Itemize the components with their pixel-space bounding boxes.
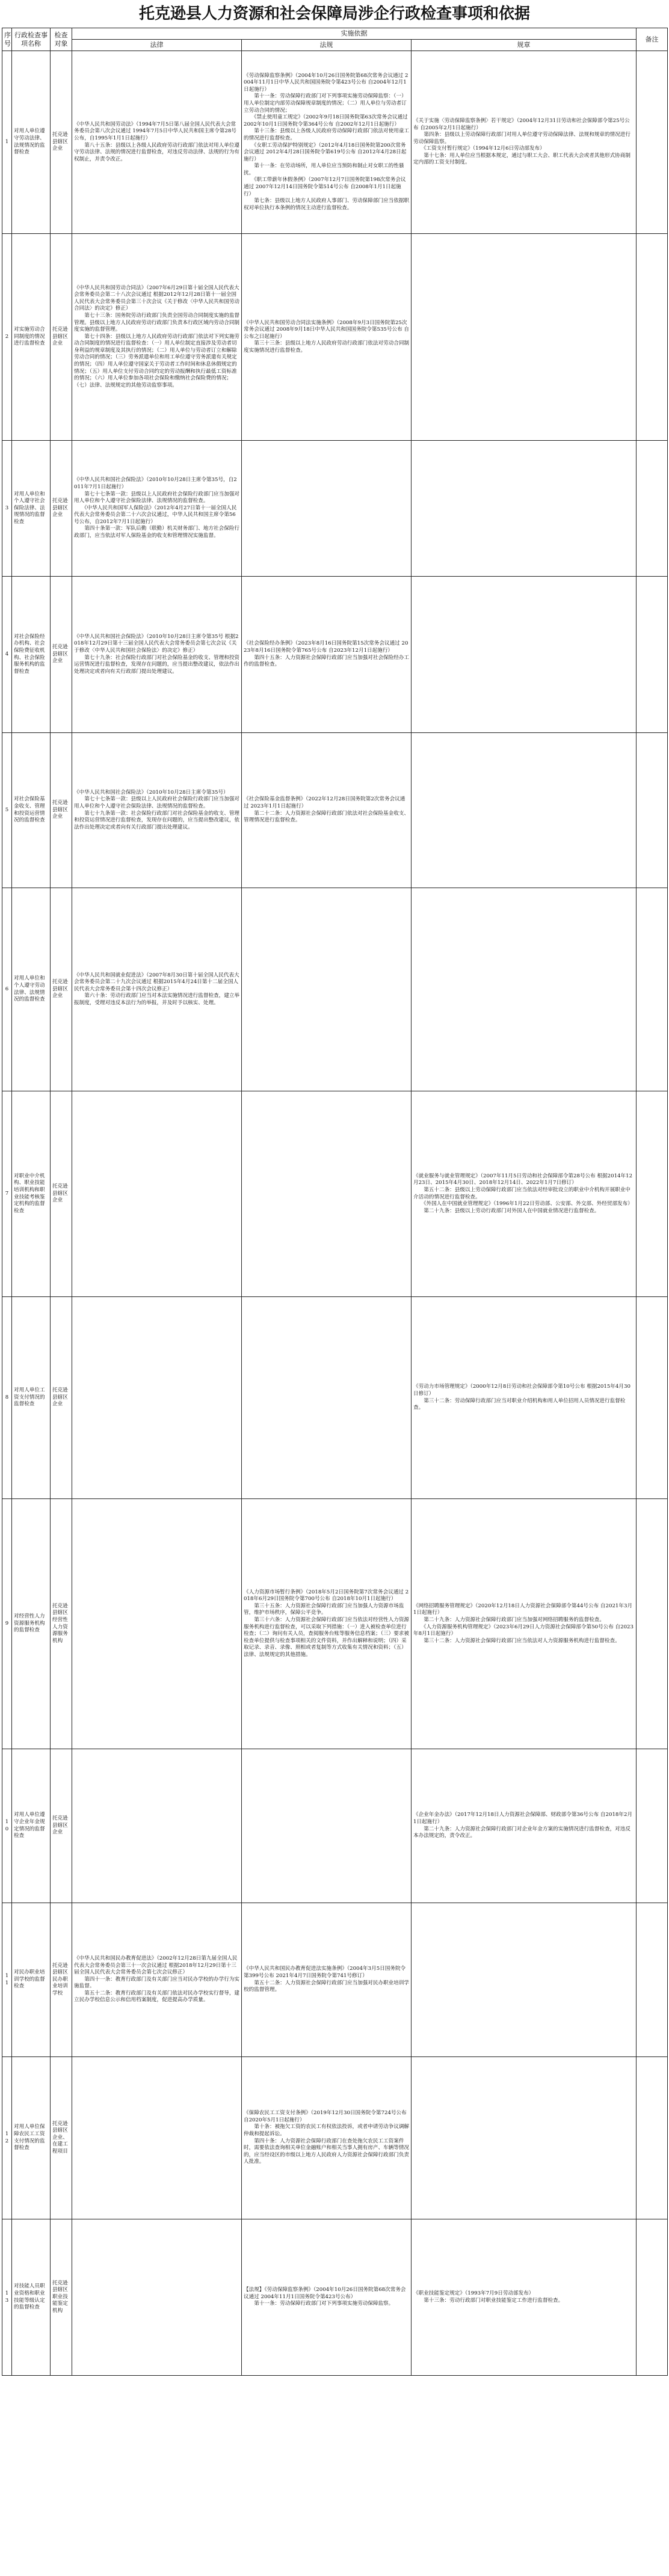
row-remark bbox=[637, 51, 668, 234]
page-title: 托克逊县人力资源和社会保障局涉企行政检查事项和依据 bbox=[138, 5, 530, 23]
row-item: 对用人单位工资支付情况的监督检查 bbox=[12, 1297, 51, 1499]
row-target: 托克逊县辖区经营性人力资源服务机构 bbox=[51, 1499, 72, 1749]
header-item: 行政检查事项名称 bbox=[12, 28, 51, 51]
row-law bbox=[72, 2057, 242, 2219]
table-row bbox=[2, 2219, 668, 2376]
row-rule bbox=[412, 888, 637, 1091]
row-seq: 4 bbox=[2, 577, 12, 733]
row-seq: 12 bbox=[2, 2057, 12, 2219]
row-rule: 《职业技能鉴定规定》（1993年7月9日劳动部发布） 第十三条：劳动行政部门对职业技能鉴定工作进行监督检查。 bbox=[412, 2219, 637, 2376]
row-regulation: 《社会保险基金监督条例》（2022年12月28日国务院第2次常务会议通过 2023年1月1日起施行） 第二十二条：人力资源社会保障行政部门依法对社会保险基金收支、管理情况进行监督检查。 bbox=[242, 733, 412, 888]
row-item: 对社会保险基金收支、管理和投资运营情况的监督检查 bbox=[12, 733, 51, 888]
header-target: 检查对象 bbox=[51, 28, 72, 51]
row-target: 托克逊县辖区企业 bbox=[51, 1091, 72, 1297]
row-seq: 2 bbox=[2, 234, 12, 441]
header-rule: 规章 bbox=[412, 40, 637, 51]
row-rule bbox=[412, 2057, 637, 2219]
row-law bbox=[72, 1091, 242, 1297]
table-row bbox=[2, 51, 668, 234]
row-law bbox=[72, 1499, 242, 1749]
row-seq: 10 bbox=[2, 1749, 12, 1903]
row-rule bbox=[412, 441, 637, 577]
table-row bbox=[2, 888, 668, 1091]
row-regulation: 《劳动保障监察条例》（2004年10月26日国务院第68次常务会议通过 2004年11月1日中华人民共和国国务院令第423号公布 自2004年12月1日起施行） 第十一条：劳动保障行政部门对下列事项实施劳动保障监察：（一）用人单位制定内部劳动保障规章制度的情况；（二）用人单位与劳动者订立劳动合同的情况； 《禁止使用童工规定》（2002年9月18日国务院第63次常务会议通过 2002年10月1日国务院令第364号公布 自2002年12月1日起施行） 第十三条：县级以上各级人民政府劳动保障行政部门依法对使用童工的情况进行监督检查。 《女职工劳动保护特别规定》（2012年4月18日国务院第200次常务会议通过 2012年4月28日国务院令第619号公布 自2012年4月28日起施行） 第十一条：在劳动场所，用人单位应当预防和制止对女职工的性骚扰。 《职工带薪年休假条例》（2007年12月7日国务院第198次常务会议通过 2007年12月14日国务院令第514号公布 自2008年1月1日起施行） 第七条：县级以上地方人民政府人事部门、劳动保障部门应当依据职权对单位执行本条例的情况主动进行监督检查。 bbox=[242, 51, 412, 234]
row-target: 托克逊县辖区民办职业培训学校 bbox=[51, 1903, 72, 2057]
row-seq: 11 bbox=[2, 1903, 12, 2057]
row-rule bbox=[412, 234, 637, 441]
row-law: 《中华人民共和国社会保险法》（2010年10月28日主席令第35号，自2011年7月1日起施行） 第七十七条第一款：县级以上人民政府社会保险行政部门应当加强对用人单位和个人遵守社会保险法律、法规情况的监督检查。 《中华人民共和国军人保险法》（2012年4月27日第十一届全国人民代表大会常务委员会第二十六次会议通过，中华人民共和国主席令第56号公布，自2012年7月1日起施行） 第四十条第一款：军队后勤（联勤）机关财务部门、地方社会保险行政部门，应当依法对军人保险基金的收支和管理情况实施监督。 bbox=[72, 441, 242, 577]
row-item: 对社会保险经办机构、社会保险费征收机构、社会保险服务机构的监督检查 bbox=[12, 577, 51, 733]
row-rule: 《就业服务与就业管理规定》（2007年11月5日劳动和社会保障部令第28号公布 根据2014年12月23日、2015年4月30日、2018年12月14日、2022年1月7日修订） 第五十二条：县级以上劳动保障行政部门应当依法对经审批设立的职业中介机构开展职业中介活动的情况进行监督检查。 《外国人在中国就业管理规定》（1996年1月22日劳动部、公安部、外交部、外经贸部发布） 第二十九条：县级以上劳动行政部门对外国人在中国就业情况进行监督检查。 bbox=[412, 1091, 637, 1297]
row-regulation bbox=[242, 441, 412, 577]
row-regulation: 《人力资源市场暂行条例》（2018年5月2日国务院第7次常务会议通过 2018年6月29日国务院令第700号公布 自2018年10月1日起施行） 第三十五条：人力资源社会保障行政部门应当加强人力资源市场监管，维护市场秩序，保障公平竞争。 第三十六条：人力资源社会保障行政部门应当依法对经营性人力资源服务机构进行监督检查，可以采取下列措施：（一）进入被检查单位进行检查；（二）询问有关人员，查阅服务台账等服务信息档案；（三）要求被检查单位提供与检查事项相关的文件资料，并作出解释和说明；（四）采取记录、录音、录像、照相或者复制等方式收集有关情况和资料；（五）法律、法规规定的其他措施。 bbox=[242, 1499, 412, 1749]
row-law: 《中华人民共和国劳动合同法》（2007年6月29日第十届全国人民代表大会常务委员会第二十八次会议通过 根据2012年12月28日第十一届全国人民代表大会常务委员会第三十次会议《关于修改〈中华人民共和国劳动合同法〉的决定》修正） 第七十三条：国务院劳动行政部门负责全国劳动合同制度实施的监督管理。县级以上地方人民政府劳动行政部门负责本行政区域内劳动合同制度实施的监督管理。 第七十四条：县级以上地方人民政府劳动行政部门依法对下列实施劳动合同制度的情况进行监督检查：（一）用人单位制定直接涉及劳动者切身利益的规章制度及其执行的情况；（二）用人单位与劳动者订立和解除劳动合同的情况；（三）劳务派遣单位和用工单位遵守劳务派遣有关规定的情况；（四）用人单位遵守国家关于劳动者工作时间和休息休假规定的情况；（五）用人单位支付劳动合同约定的劳动报酬和执行最低工资标准的情况；（六）用人单位参加各项社会保险和缴纳社会保险费的情况；（七）法律、法规规定的其他劳动监察事项。 bbox=[72, 234, 242, 441]
row-remark bbox=[637, 234, 668, 441]
row-regulation bbox=[242, 888, 412, 1091]
row-target: 托克逊县辖区企业 bbox=[51, 733, 72, 888]
row-item: 对用人单位和个人遵守劳动法律、法规情况的监督检查 bbox=[12, 888, 51, 1091]
header-row-sub bbox=[2, 40, 668, 51]
row-item: 对用人单位和个人遵守社会保险法律、法规情况的监督检查 bbox=[12, 441, 51, 577]
table-row bbox=[2, 1903, 668, 2057]
row-remark bbox=[637, 888, 668, 1091]
row-item: 对民办职业培训学校的监督检查 bbox=[12, 1903, 51, 2057]
row-seq: 9 bbox=[2, 1499, 12, 1749]
row-regulation bbox=[242, 1297, 412, 1499]
row-target: 托克逊县辖区企业 bbox=[51, 888, 72, 1091]
row-law: 《中华人民共和国民办教育促进法》（2002年12月28日第九届全国人民代表大会常务委员会第三十一次会议通过 根据2018年12月29日第十三届全国人民代表大会常务委员会第七次会议修正） 第四十一条：教育行政部门及有关部门应当对民办学校的办学行为实施监督。 第五十二条：教育行政部门及有关部门依法对民办学校实行督导，建立民办学校信息公示和信用档案制度，促进提高办学质量。 bbox=[72, 1903, 242, 2057]
table-row bbox=[2, 733, 668, 888]
row-rule: 《企业年金办法》（2017年12月18日人力资源社会保障部、财政部令第36号公布 自2018年2月1日起施行） 第二十九条：人力资源社会保障行政部门对企业年金方案的实施情况进行监督检查，对违反本办法规定的，责令改正。 bbox=[412, 1749, 637, 1903]
row-rule: 《关于实施〈劳动保障监察条例〉若干规定》（2004年12月31日劳动和社会保障部令第25号公布 自2005年2月1日起施行） 第四条：县级以上劳动保障行政部门对用人单位遵守劳动保障法律、法规和规章的情况进行劳动保障监察。 《工资支付暂行规定》（1994年12月6日劳动部发布） 第十七条：用人单位应当根据本规定，通过与职工大会、职工代表大会或者其他形式协商制定内部的工资支付制度。 bbox=[412, 51, 637, 234]
row-seq: 1 bbox=[2, 51, 12, 234]
row-target: 托克逊县辖区企业 bbox=[51, 577, 72, 733]
row-law: 《中华人民共和国就业促进法》（2007年8月30日第十届全国人民代表大会常务委员会第二十九次会议通过 根据2015年4月24日第十二届全国人民代表大会常务委员会第十四次会议修正） 第六十条：劳动行政部门应当对本法实施情况进行监督检查，建立举报制度，受理对违反本法行为的举报，并及时予以核实、处理。 bbox=[72, 888, 242, 1091]
row-seq: 8 bbox=[2, 1297, 12, 1499]
row-seq: 6 bbox=[2, 888, 12, 1091]
row-target: 托克逊县辖区职业技能鉴定机构 bbox=[51, 2219, 72, 2376]
row-law: 《中华人民共和国社会保险法》（2010年10月28日主席令第35号） 第七十七条第一款：县级以上人民政府社会保险行政部门应当加强对用人单位和个人遵守社会保险法律、法规情况的监督检查。 第七十九条第一款：社会保险行政部门对社会保险基金的收支、管理和投资运营情况进行监督检查，发现存在问题的，应当提出整改建议，依法作出处理决定或者向有关行政部门提出处理建议。 bbox=[72, 733, 242, 888]
table-row bbox=[2, 1749, 668, 1903]
row-law bbox=[72, 1749, 242, 1903]
row-target: 托克逊县辖区企业 bbox=[51, 1749, 72, 1903]
row-target: 托克逊县辖区企业 bbox=[51, 1297, 72, 1499]
row-regulation: 《社会保险经办条例》（2023年8月16日国务院第15次常务会议通过 2023年8月16日国务院令第765号公布 自2023年12月1日起施行） 第四十五条：人力资源社会保障行政部门应当加强对社会保险经办工作的监督检查。 bbox=[242, 577, 412, 733]
table-row bbox=[2, 577, 668, 733]
row-remark bbox=[637, 577, 668, 733]
table-row bbox=[2, 2057, 668, 2219]
row-item: 对实施劳动合同制度的情况进行监督检查 bbox=[12, 234, 51, 441]
row-item: 对用人单位遵守劳动法律、法规情况的监督检查 bbox=[12, 51, 51, 234]
row-rule: 《网络招聘服务管理规定》（2020年12月18日人力资源社会保障部令第44号公布 自2021年3月1日起施行） 第二十九条：人力资源社会保障行政部门应当加强对网络招聘服务的监督检查。 《人力资源服务机构管理规定》（2023年6月29日人力资源社会保障部令第50号公布 自2023年8月1日起施行） 第三十二条：人力资源社会保障行政部门应当依法对人力资源服务机构进行监督检查。 bbox=[412, 1499, 637, 1749]
table-row bbox=[2, 1297, 668, 1499]
row-seq: 7 bbox=[2, 1091, 12, 1297]
row-seq: 13 bbox=[2, 2219, 12, 2376]
row-remark bbox=[637, 1499, 668, 1749]
header-remark: 备注 bbox=[637, 28, 668, 51]
header-basis: 实施依据 bbox=[72, 28, 637, 40]
row-remark bbox=[637, 2057, 668, 2219]
row-regulation: 《中华人民共和国民办教育促进法实施条例》（2004年3月5日国务院令第399号公布 2021年4月7日国务院令第741号修订） 第五十二条：人力资源社会保障行政部门应当加强对民办职业培训学校的监督管理。 bbox=[242, 1903, 412, 2057]
row-target: 托克逊县辖区企业 bbox=[51, 234, 72, 441]
table-row bbox=[2, 1499, 668, 1749]
row-remark bbox=[637, 1091, 668, 1297]
row-remark bbox=[637, 1903, 668, 2057]
row-regulation bbox=[242, 1749, 412, 1903]
row-item: 对用人单位遵守企业年金规定情况的监督检查 bbox=[12, 1749, 51, 1903]
table-row bbox=[2, 441, 668, 577]
row-target: 托克逊县辖区企业 bbox=[51, 51, 72, 234]
row-regulation bbox=[242, 1091, 412, 1297]
row-regulation: 《保障农民工工资支付条例》（2019年12月30日国务院令第724号公布 自2020年5月1日起施行） 第十条：被拖欠工资的农民工有权依法投诉，或者申请劳动争议调解仲裁和提起诉讼。 第四十条：人力资源社会保障行政部门在查处拖欠农民工工资案件时，需要依法查询相关单位金融账户和相关当事人拥有房产、车辆等情况的，应当经设区的市级以上地方人民政府人力资源社会保障行政部门负责人批准。 bbox=[242, 2057, 412, 2219]
row-remark bbox=[637, 733, 668, 888]
row-rule bbox=[412, 733, 637, 888]
row-regulation: 【法规】《劳动保障监察条例》（2004年10月26日国务院第68次常务会议通过 2004年11月1日国务院令第423号公布） 第十一条：劳动保障行政部门对下列事项实施劳动保障监察。 bbox=[242, 2219, 412, 2376]
row-remark bbox=[637, 441, 668, 577]
inspection-table bbox=[2, 28, 668, 2376]
row-seq: 5 bbox=[2, 733, 12, 888]
header-law: 法律 bbox=[72, 40, 242, 51]
row-item: 对用人单位保障农民工工资支付情况的监督检查 bbox=[12, 2057, 51, 2219]
header-row-top bbox=[2, 28, 668, 40]
row-target: 托克逊县辖区企业 bbox=[51, 441, 72, 577]
row-law bbox=[72, 1297, 242, 1499]
row-item: 对职业中介机构、职业技能培训机构和职业技能考核鉴定机构的监督检查 bbox=[12, 1091, 51, 1297]
table-row bbox=[2, 234, 668, 441]
header-seq: 序号 bbox=[2, 28, 12, 51]
row-law bbox=[72, 2219, 242, 2376]
row-item: 对技能人员职业资格和职业技能等级认定的监督检查 bbox=[12, 2219, 51, 2376]
row-item: 对经营性人力资源服务机构的监督检查 bbox=[12, 1499, 51, 1749]
row-rule bbox=[412, 577, 637, 733]
table-row bbox=[2, 1091, 668, 1297]
row-remark bbox=[637, 1297, 668, 1499]
row-rule bbox=[412, 1903, 637, 2057]
header-regulation: 法规 bbox=[242, 40, 412, 51]
row-remark bbox=[637, 2219, 668, 2376]
row-law: 《中华人民共和国劳动法》（1994年7月5日第八届全国人民代表大会常务委员会第八次会议通过 1994年7月5日中华人民共和国主席令第28号公布，自1995年1月1日起施行） 第八十五条：县级以上各级人民政府劳动行政部门依法对用人单位遵守劳动法律、法规的情况进行监督检查，对违反劳动法律、法规的行为有权制止，并责令改正。 bbox=[72, 51, 242, 234]
row-seq: 3 bbox=[2, 441, 12, 577]
row-remark bbox=[637, 1749, 668, 1903]
row-regulation: 《中华人民共和国劳动合同法实施条例》（2008年9月3日国务院第25次常务会议通过 2008年9月18日中华人民共和国国务院令第535号公布 自公布之日起施行） 第三十三条：县级以上地方人民政府劳动行政部门依法对劳动合同制度实施情况进行监督检查。 bbox=[242, 234, 412, 441]
row-law: 《中华人民共和国社会保险法》（2010年10月28日主席令第35号 根据2018年12月29日第十三届全国人民代表大会常务委员会第七次会议《关于修改〈中华人民共和国社会保险法〉的决定》修正） 第七十九条：社会保险行政部门对社会保险基金的收支、管理和投资运营情况进行监督检查，发现存在问题的，应当提出整改建议，依法作出处理决定或者向有关行政部门提出处理建议。 bbox=[72, 577, 242, 733]
row-target: 托克逊县辖区企业、在建工程项目 bbox=[51, 2057, 72, 2219]
row-rule: 《劳动力市场管理规定》（2000年12月8日劳动和社会保障部令第10号公布 根据2015年4月30日修订） 第三十二条：劳动保障行政部门应当对职业介绍机构和用人单位招用人员情况进行监督检查。 bbox=[412, 1297, 637, 1499]
